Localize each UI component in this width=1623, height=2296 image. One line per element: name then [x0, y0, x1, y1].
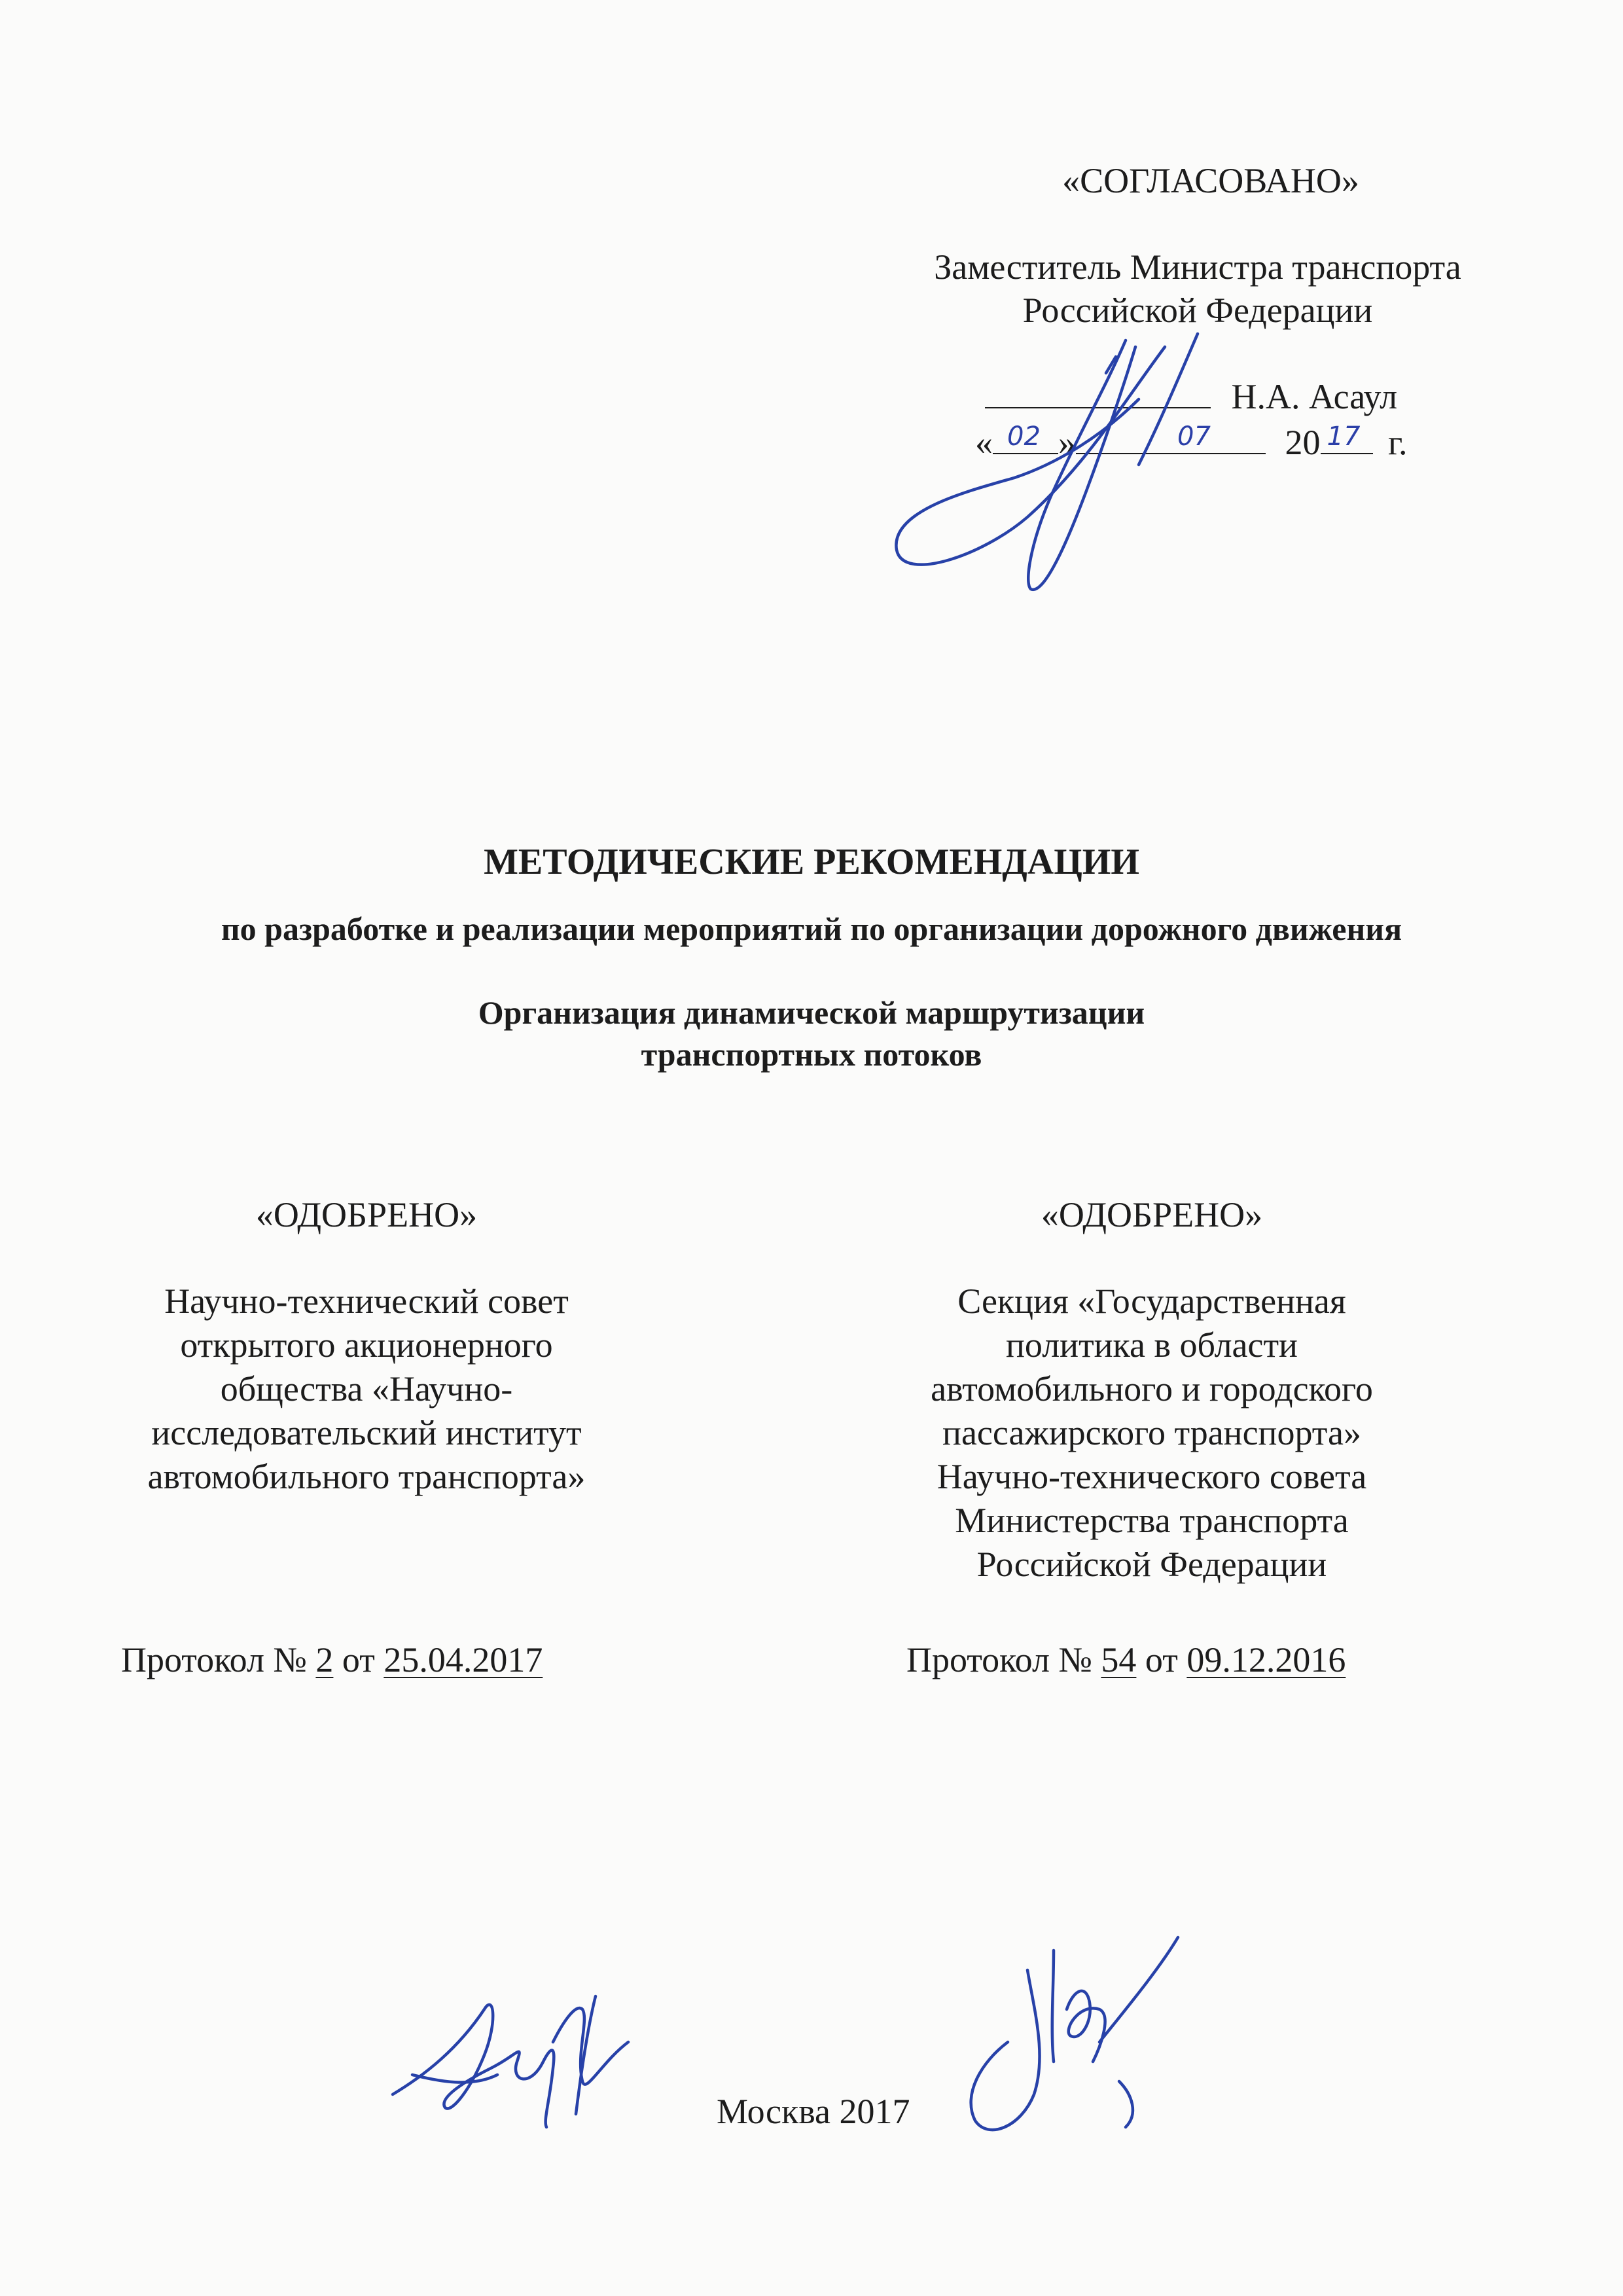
year-field — [1321, 423, 1373, 454]
left-protocol-from: от — [342, 1640, 375, 1679]
right-body-line: политика в области — [1006, 1325, 1298, 1365]
document-topic — [0, 992, 1623, 1075]
right-body-line: Научно-технического совета — [936, 1457, 1367, 1496]
year-abbrev: г. — [1388, 423, 1408, 462]
right-protocol — [906, 1640, 1346, 1680]
right-body-line: Секция «Государственная — [957, 1282, 1346, 1321]
approval-label: «СОГЛАСОВАНО» — [1062, 161, 1359, 200]
left-body-line: исследовательский институт — [151, 1413, 582, 1452]
approval-name: Н.А. Асаул — [1231, 377, 1398, 416]
approval-position — [870, 245, 1525, 332]
left-protocol-number: 2 — [315, 1640, 334, 1679]
topic-line1: Организация динамической маршрутизации — [478, 994, 1145, 1031]
right-protocol-date: 09.12.2016 — [1186, 1640, 1346, 1679]
document-title: МЕТОДИЧЕСКИЕ РЕКОМЕНДАЦИИ — [484, 842, 1139, 882]
right-protocol-from: от — [1145, 1640, 1178, 1679]
right-body-line: Министерства транспорта — [955, 1501, 1349, 1540]
year-suffix: 17 — [1327, 422, 1361, 452]
left-approval-body — [105, 1280, 628, 1499]
document-subtitle: по разработке и реализации мероприятий по организации дорожного движения — [221, 910, 1402, 947]
right-approval-label: «ОДОБРЕНО» — [1041, 1195, 1263, 1234]
left-body-line: общества «Научно- — [220, 1369, 513, 1408]
approval-signature-icon — [890, 327, 1257, 602]
left-body-line: автомобильного транспорта» — [147, 1457, 586, 1496]
year-prefix: 20 — [1285, 423, 1321, 462]
left-protocol-date: 25.04.2017 — [383, 1640, 543, 1679]
right-approval-body — [870, 1280, 1433, 1587]
footer-city-year: Москва 2017 — [717, 2092, 910, 2131]
date-open-quote: « — [975, 423, 993, 462]
left-protocol — [121, 1640, 543, 1680]
date-day: 02 — [1007, 422, 1041, 452]
date-close-quote: » — [1058, 423, 1076, 462]
left-body-line: Научно-технический совет — [164, 1282, 569, 1321]
left-body-line: открытого акционерного — [180, 1325, 553, 1365]
right-protocol-number: 54 — [1101, 1640, 1137, 1679]
left-protocol-prefix: Протокол № — [121, 1640, 307, 1679]
right-body-line: Российской Федерации — [976, 1545, 1327, 1584]
date-month: 07 — [1177, 422, 1211, 452]
right-body-line: автомобильного и городского — [931, 1369, 1373, 1408]
approval-position-line1: Заместитель Министра транспорта — [934, 247, 1461, 287]
right-protocol-prefix: Протокол № — [906, 1640, 1092, 1679]
right-body-line: пассажирского транспорта» — [942, 1413, 1361, 1452]
right-bottom-signature-icon — [903, 1931, 1198, 2140]
left-approval-label: «ОДОБРЕНО» — [255, 1195, 478, 1234]
left-bottom-signature-icon — [386, 1983, 635, 2140]
topic-line2: транспортных потоков — [641, 1036, 982, 1073]
approval-position-line2: Российской Федерации — [1022, 291, 1373, 330]
